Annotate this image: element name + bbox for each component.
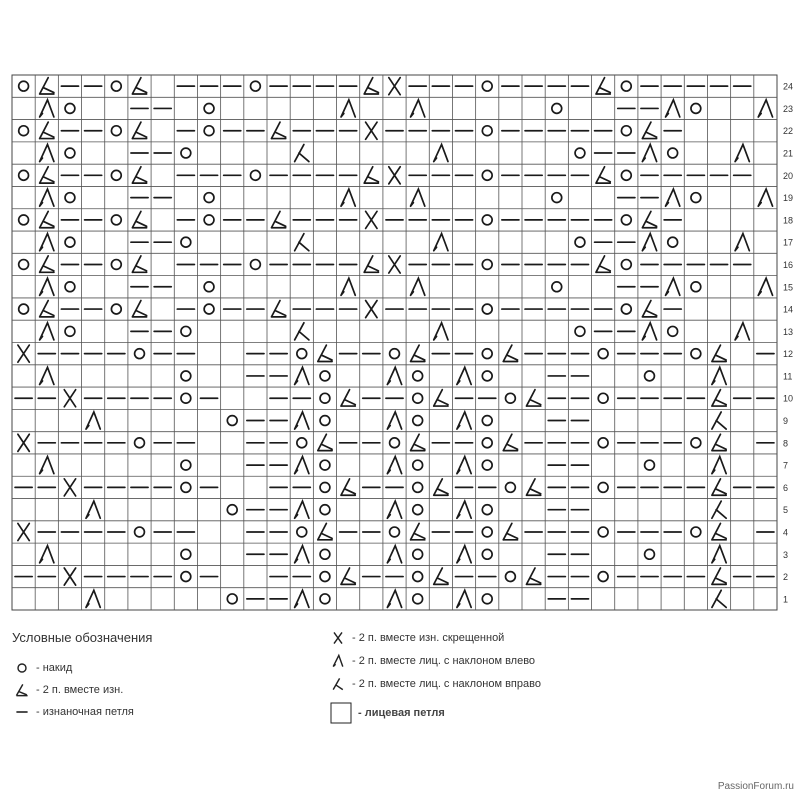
legend-item-knit	[330, 702, 445, 724]
legend-item-p2tog	[14, 682, 123, 698]
row-number-label: 5	[783, 505, 789, 516]
row-number-label: 1	[783, 594, 789, 605]
row-number-label: 16	[783, 259, 794, 270]
k2tog-right-icon	[330, 676, 346, 692]
legend-text-k2tog-left: - 2 п. вместе лиц. с наклоном влево	[352, 655, 536, 667]
row-number-label: 13	[783, 326, 794, 337]
row-number-label: 19	[783, 193, 794, 204]
yarn-over-icon	[14, 660, 30, 676]
legend-text-k2tog-right: - 2 п. вместе лиц. с наклоном вправо	[352, 678, 541, 690]
watermark: PassionForum.ru	[717, 781, 794, 792]
legend-text-yarn-over: - накид	[36, 662, 73, 674]
row-number-label: 10	[783, 393, 794, 404]
row-number-label: 11	[783, 371, 793, 382]
row-number-label: 14	[783, 304, 794, 315]
row-number-label: 24	[783, 81, 794, 92]
legend-text-knit: - лицевая петля	[358, 707, 445, 719]
row-number-label: 2	[783, 572, 789, 583]
row-number-label: 4	[783, 527, 789, 538]
p2tog-icon	[14, 682, 30, 698]
row-number-label: 20	[783, 170, 794, 181]
row-number-label: 15	[783, 282, 794, 293]
legend-item-k2tog-right	[330, 676, 541, 692]
k2tog-left-icon	[330, 653, 346, 669]
legend-text-purl: - изнаночная петля	[36, 706, 134, 718]
legend-text-p2tog: - 2 п. вместе изн.	[36, 684, 124, 696]
row-number-label: 18	[783, 215, 794, 226]
row-number-label: 3	[783, 549, 789, 560]
row-number-label: 17	[783, 237, 794, 248]
legend-item-k2tog-left	[330, 653, 535, 669]
knit-icon	[330, 702, 352, 724]
row-number-label: 6	[783, 482, 789, 493]
row-number-label: 9	[783, 416, 789, 427]
row-number-label: 8	[783, 438, 789, 449]
legend-text-p2tog-tbl: - 2 п. вместе изн. скрещенной	[352, 632, 505, 644]
row-number-label: 12	[783, 349, 794, 360]
purl-icon	[14, 704, 30, 720]
row-number-label: 22	[783, 126, 794, 137]
row-number-label: 23	[783, 103, 794, 114]
legend-item-yarn-over	[14, 660, 72, 676]
legend-item-p2tog-tbl	[330, 630, 504, 646]
row-number-label: 7	[783, 460, 789, 471]
legend-item-purl	[14, 704, 134, 720]
legend-title: Условные обозначения	[12, 630, 153, 645]
p2tog-tbl-icon	[330, 630, 346, 646]
row-number-label: 21	[783, 148, 794, 159]
